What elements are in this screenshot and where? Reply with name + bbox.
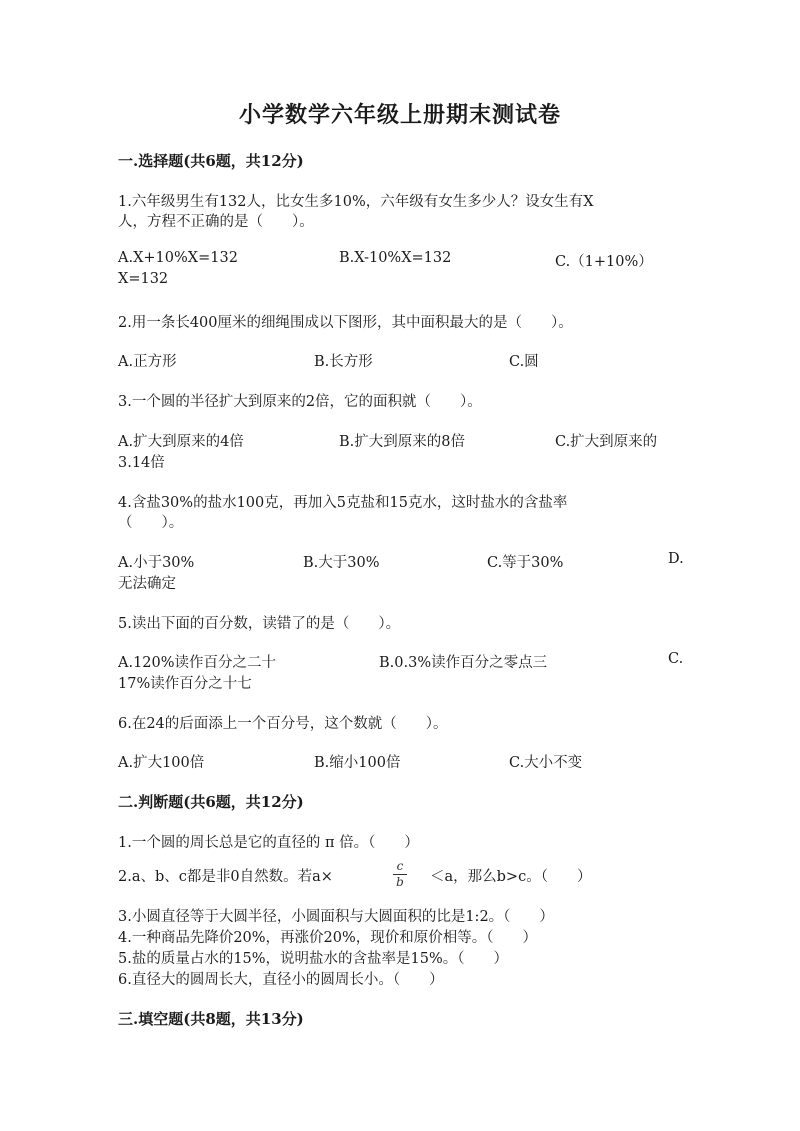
question-5-option-c: C. — [668, 651, 684, 667]
judge-item-1: 1.一个圆的周长总是它的直径的 π 倍。（ ） — [118, 835, 419, 851]
question-1-option-b: B.X-10%X=132 — [339, 250, 452, 266]
judge-item-4: 4.一种商品先降价20%，再涨价20%，现价和原价相等。（ ） — [118, 930, 538, 946]
question-1-line-2: 人，方程不正确的是（ ）。 — [118, 214, 314, 230]
question-6-option-c: C.大小不变 — [509, 755, 583, 771]
question-1-option-c: C.（1+10%） — [555, 254, 653, 270]
question-1-line-1: 1.六年级男生有132人，比女生多10%，六年级有女生多少人？设女生有X — [118, 194, 594, 210]
question-6-option-b: B.缩小100倍 — [314, 755, 401, 771]
question-3-line-1: 3.一个圆的半径扩大到原来的2倍，它的面积就（ ）。 — [118, 394, 482, 410]
question-4-option-b: B.大于30% — [303, 555, 380, 571]
question-4-line-2: （ ）。 — [118, 515, 184, 531]
question-4-option-a: A.小于30% — [118, 555, 195, 571]
question-5-option-a: A.120%读作百分之二十 — [118, 655, 277, 671]
question-4-line-1: 4.含盐30%的盐水100克，再加入5克盐和15克水，这时盐水的含盐率 — [118, 495, 568, 511]
judge-item-2-part-2: ＜a，那么b>c。（ ） — [430, 869, 592, 885]
question-3-option-c: C.扩大到原来的 — [555, 434, 658, 450]
question-2-option-a: A.正方形 — [118, 354, 177, 370]
question-5-option-c-cont: 17%读作百分之十七 — [118, 676, 252, 692]
question-4-option-c: C.等于30% — [487, 555, 564, 571]
question-6-line-1: 6.在24的后面添上一个百分号，这个数就（ ）。 — [118, 716, 448, 732]
fraction-denominator: b — [396, 875, 404, 889]
question-5-option-b: B.0.3%读作百分之零点三 — [379, 655, 548, 671]
question-3-option-b: B.扩大到原来的8倍 — [339, 434, 465, 450]
judge-item-6: 6.直径大的圆周长大，直径小的圆周长小。（ ） — [118, 972, 444, 988]
question-5-line-1: 5.读出下面的百分数，读错了的是（ ）。 — [118, 616, 401, 632]
judge-item-3: 3.小圆直径等于大圆半径，小圆面积与大圆面积的比是1:2。（ ） — [118, 909, 554, 925]
page-title: 小学数学六年级上册期末测试卷 — [238, 102, 561, 128]
fraction-c-over-b — [393, 860, 407, 889]
judge-item-5: 5.盐的质量占水的15%，说明盐水的含盐率是15%。（ ） — [118, 951, 509, 967]
question-4-option-d-cont: 无法确定 — [118, 576, 176, 592]
question-2-line-1: 2.用一条长400厘米的细绳围成以下图形，其中面积最大的是（ ）。 — [118, 315, 573, 331]
question-4-option-d: D. — [668, 551, 684, 567]
question-1-option-c-cont: X=132 — [118, 271, 169, 287]
fraction-numerator: c — [396, 859, 404, 873]
question-6-option-a: A.扩大100倍 — [118, 755, 205, 771]
question-3-option-c-cont: 3.14倍 — [118, 455, 165, 471]
section-heading-choice: 一.选择题(共6题，共12分) — [118, 152, 304, 170]
judge-item-2-part-1: 2.a、b、c都是非0自然数。若a× — [118, 869, 333, 885]
question-2-option-b: B.长方形 — [314, 354, 373, 370]
question-1-option-a: A.X+10%X=132 — [118, 250, 238, 266]
section-heading-judge: 二.判断题(共6题，共12分) — [118, 793, 304, 811]
question-2-option-c: C.圆 — [509, 354, 539, 370]
question-3-option-a: A.扩大到原来的4倍 — [118, 434, 244, 450]
section-heading-fill: 三.填空题(共8题，共13分) — [118, 1010, 304, 1028]
